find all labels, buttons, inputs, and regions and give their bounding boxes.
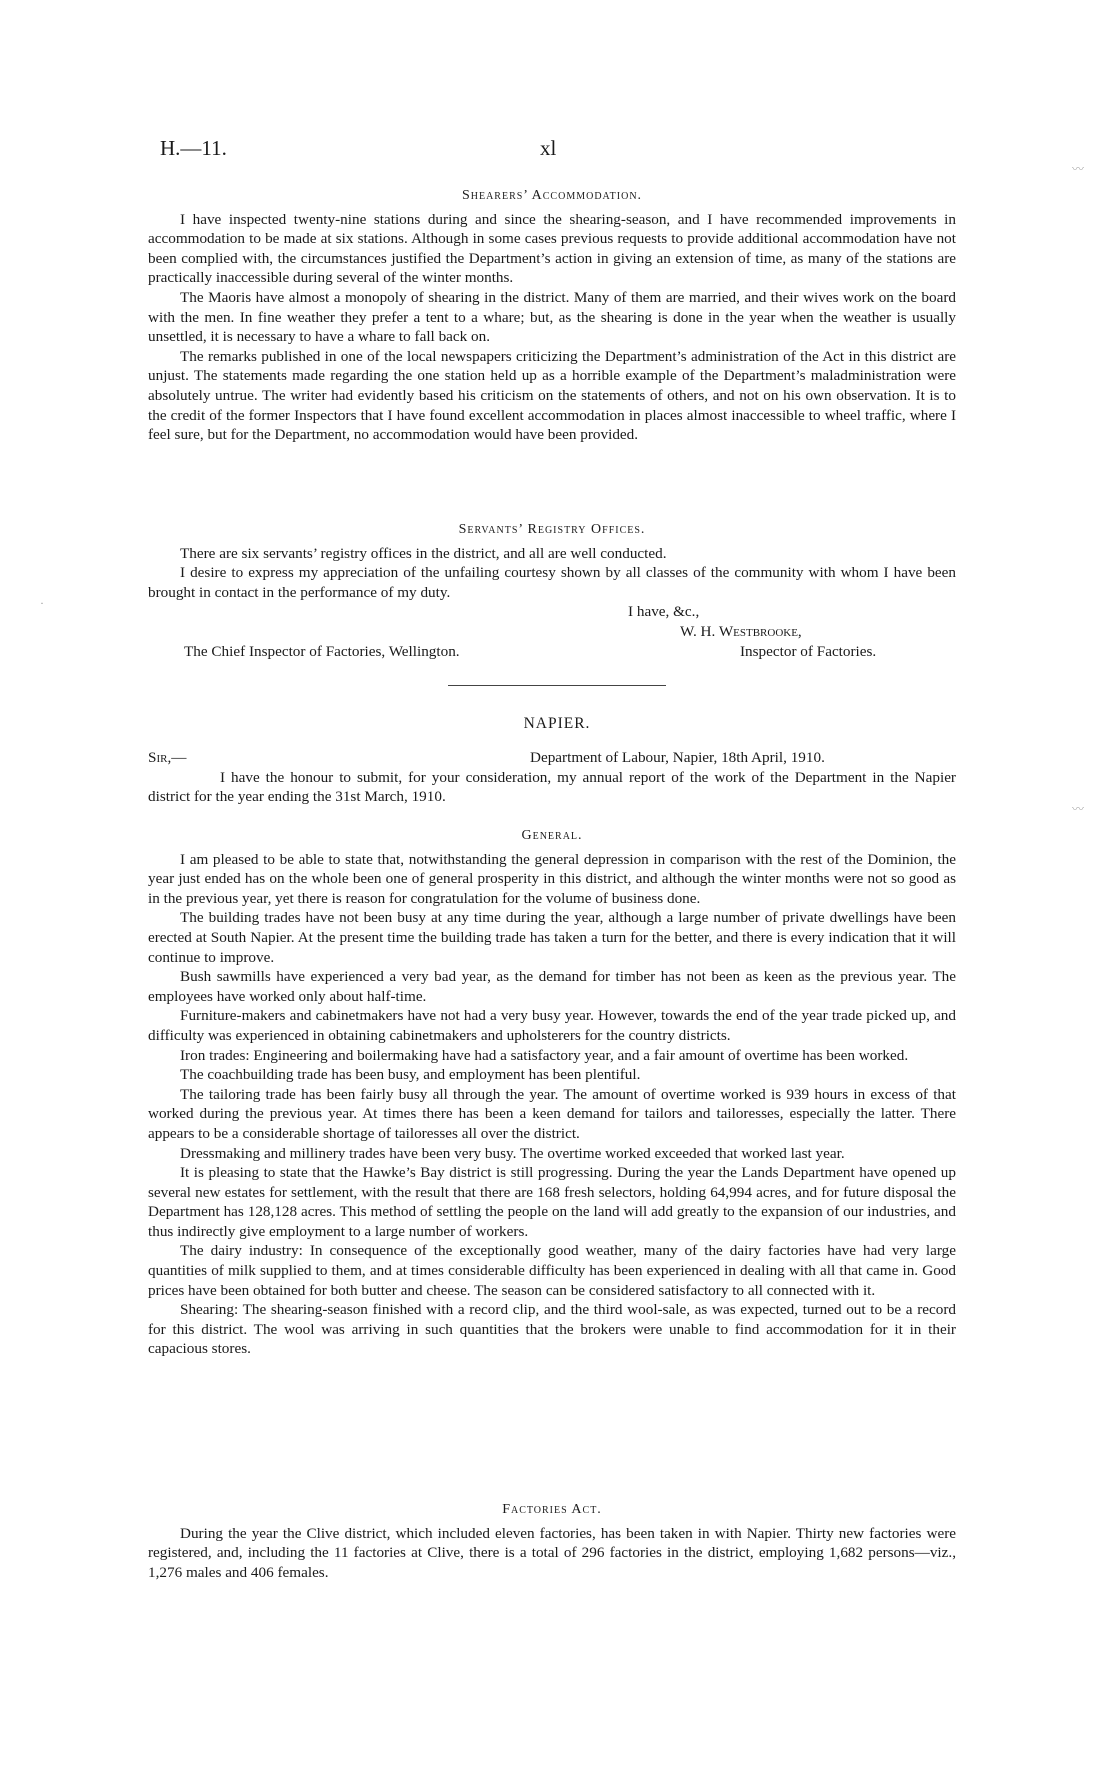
addressee-line (148, 642, 956, 662)
paragraph: Shearing: The shearing-season finished with a record clip, and the third wool-sale, as was expected, turned out to be a record for this district. The wool was arriving in such quantities that the brokers were unable to find accommodation for it in their capacious stores. (148, 1301, 956, 1358)
paragraph: Iron trades: Engineering and boilermaking have had a satisfactory year, and a fair amount of overtime has been worked. (180, 1046, 909, 1064)
paragraph: I have the honour to submit, for your consideration, my annual report of the work of the Department in the Napier district for the year ending the 31st March, 1910. (148, 768, 956, 806)
paragraph: During the year the Clive district, which included eleven factories, has been taken in with Napier. Thirty new factories were registered, and, including the 11 factories at Clive, there is a total of 296 factories in the district, employing 1,682 persons—viz., 1,276 males and 406 females. (148, 1524, 956, 1581)
section-heading: Servants’ Registry Offices. (458, 522, 646, 537)
salutation-line (148, 748, 956, 768)
closing: I have, &c., (628, 603, 700, 621)
paragraph: The dairy industry: In consequence of the exceptionally good weather, many of the dairy factories have had very large quantities of milk supplied to them, and at times considerable difficulty has been experienced in dealing with all that came in. Good prices have been obtained for both butter and cheese. The season can be considered satisfactory to all connected with it. (148, 1242, 956, 1299)
napier-intro (148, 748, 956, 807)
napier-heading: NAPIER. (523, 715, 591, 732)
section-shearers (148, 186, 956, 445)
signatory: W. H. Westbrooke, (680, 622, 802, 640)
scan-mark: · (40, 596, 44, 610)
paragraph: Dressmaking and millinery trades have been very busy. The overtime worked exceeded that worked last year. (180, 1144, 845, 1162)
paragraph: The Maoris have almost a monopoly of shearing in the district. Many of them are married, and their wives work on the board with the men. In fine weather they prefer a tent to a whare; but, as the shearing is done in the year when the weather is usually unsettled, it is necessary to have a whare to fall back on. (148, 288, 956, 346)
scan-mark: 〰 (1072, 162, 1085, 176)
paragraph: Bush sawmills have experienced a very bad year, as the demand for timber has not been as keen as the previous year. The employees have worked only about half-time. (148, 968, 956, 1005)
section-registry (148, 520, 956, 661)
paragraph: It is pleasing to state that the Hawke’s Bay district is still progressing. During the year the Lands Department have opened up several new estates for settlement, with the result that there are 168 fresh selectors, holding 64,994 acres, and for future disposal the Department has 128,128 acres. This method of settling the people on the land will add greatly to the expansion of our industries, and thus indirectly give employment to a large number of workers. (148, 1164, 956, 1240)
paragraph: I have inspected twenty-nine stations during and since the shearing-season, and I have recommended improvements in accommodation to be made at six stations. Although in some cases previous requests to provide additional accommodation have not been complied with, the circumstances justified the Department’s action in giving an extension of time, as many of the stations are practically inaccessible during several of the winter months. (148, 210, 956, 287)
scan-mark: 〰 (1072, 802, 1085, 816)
section-divider (448, 685, 666, 686)
paragraph: The remarks published in one of the local newspapers criticizing the Department’s administration of the Act in this district are unjust. The statements made regarding the one station held up as a horrible example of the Department’s maladministration were absolutely untrue. The writer had evidently based his criticism on the statements of others, and not on his own observation. It is to the credit of the former Inspectors that I have found excellent accommodation in places almost inaccessible to wheel traffic, where I feel sure, but for the Department, no accommodation would have been provided. (148, 347, 956, 444)
paragraph: I desire to express my appreciation of the unfailing courtesy shown by all classes of the community with whom I have been brought in contact in the performance of my duty. (148, 564, 956, 601)
section-general (148, 826, 956, 1359)
section-heading: Factories Act. (502, 1502, 602, 1517)
signature-line (148, 622, 956, 642)
section-heading: General. (521, 828, 583, 843)
paragraph: There are six servants’ registry offices in the district, and all are well conducted. (180, 544, 667, 562)
salutation: Sir,— (148, 749, 187, 766)
paragraph: The building trades have not been busy at any time during the year, although a large number of private dwellings have been erected at South Napier. At the present time the building trade has taken a turn for the better, and there is every indication that it will continue to improve. (148, 909, 956, 966)
paragraph: The coachbuilding trade has been busy, and employment has been plentiful. (180, 1066, 641, 1084)
paragraph: The tailoring trade has been fairly busy all through the year. The amount of overtime worked is 939 hours in excess of that worked during the previous year. At times there has been a keen demand for tailors and tailoresses, especially the latter. There appears to be a considerable shortage of tailoresses all over the district. (148, 1085, 956, 1142)
dateline: Department of Labour, Napier, 18th April, 1910. (530, 749, 825, 766)
closing-line (148, 602, 956, 622)
paragraph: Furniture-makers and cabinetmakers have not had a very busy year. However, towards the end of the year trade picked up, and difficulty was experienced in obtaining cabinetmakers and upholsterers for the country districts. (148, 1007, 956, 1044)
paragraph: I am pleased to be able to state that, notwithstanding the general depression in comparison with the rest of the Dominion, the year just ended has on the whole been one of general prosperity in this district, and although the winter months were not so good as in the previous year, yet there is reason for congratulation for the volume of business done. (148, 850, 956, 907)
section-heading: Shearers’ Accommodation. (461, 188, 643, 203)
addressee: The Chief Inspector of Factories, Wellington. (184, 642, 460, 660)
report-reference: H.—11. (160, 136, 227, 160)
signatory-title: Inspector of Factories. (740, 642, 877, 660)
page-number: xl (540, 136, 557, 160)
section-factories (148, 1500, 956, 1582)
